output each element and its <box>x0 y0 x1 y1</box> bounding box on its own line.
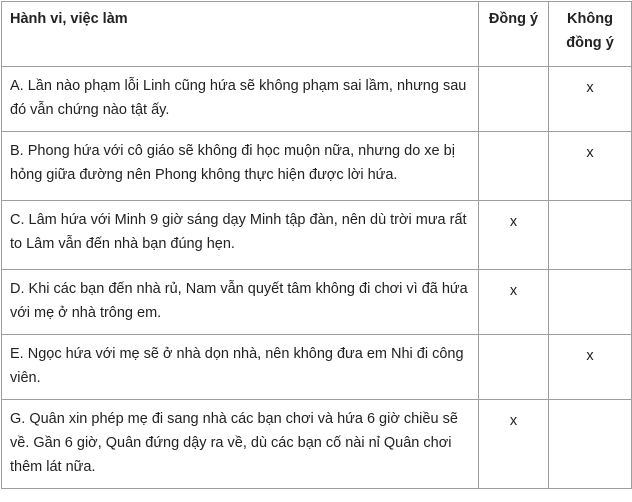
header-row <box>2 2 632 67</box>
row-text: B. Phong hứa với cô giáo sẽ không đi học muộn nữa, nhưng do xe bị hỏng giữa đường nên Phong không thực hiện được lời hứa. <box>2 132 479 201</box>
behavior-table <box>1 1 632 489</box>
table-row <box>2 132 632 201</box>
disagree-mark <box>549 201 632 270</box>
table-row <box>2 201 632 270</box>
disagree-mark: x <box>549 132 632 201</box>
agree-mark <box>479 67 549 132</box>
header-disagree: Không đồng ý <box>549 2 632 67</box>
disagree-mark <box>549 270 632 335</box>
table-row <box>2 270 632 335</box>
row-text: A. Lần nào phạm lỗi Linh cũng hứa sẽ không phạm sai lầm, nhưng sau đó vẫn chứng nào tật ấy. <box>2 67 479 132</box>
disagree-mark: x <box>549 335 632 400</box>
table-row <box>2 335 632 400</box>
agree-mark: x <box>479 201 549 270</box>
agree-mark <box>479 335 549 400</box>
agree-mark: x <box>479 400 549 489</box>
row-text: D. Khi các bạn đến nhà rủ, Nam vẫn quyết tâm không đi chơi vì đã hứa với mẹ ở nhà trông em. <box>2 270 479 335</box>
row-text: E. Ngọc hứa với mẹ sẽ ở nhà dọn nhà, nên không đưa em Nhi đi công viên. <box>2 335 479 400</box>
table-row <box>2 67 632 132</box>
agree-mark: x <box>479 270 549 335</box>
header-task: Hành vi, việc làm <box>2 2 479 67</box>
row-text: G. Quân xin phép mẹ đi sang nhà các bạn chơi và hứa 6 giờ chiều sẽ về. Gần 6 giờ, Quân đứng dậy ra về, dù các bạn cố nài nỉ Quân chơi thêm lát nữa. <box>2 400 479 489</box>
disagree-mark: x <box>549 67 632 132</box>
disagree-mark <box>549 400 632 489</box>
table-row <box>2 400 632 489</box>
header-agree: Đồng ý <box>479 2 549 67</box>
agree-mark <box>479 132 549 201</box>
row-text: C. Lâm hứa với Minh 9 giờ sáng dạy Minh tập đàn, nên dù trời mưa rất to Lâm vẫn đến nhà bạn đúng hẹn. <box>2 201 479 270</box>
